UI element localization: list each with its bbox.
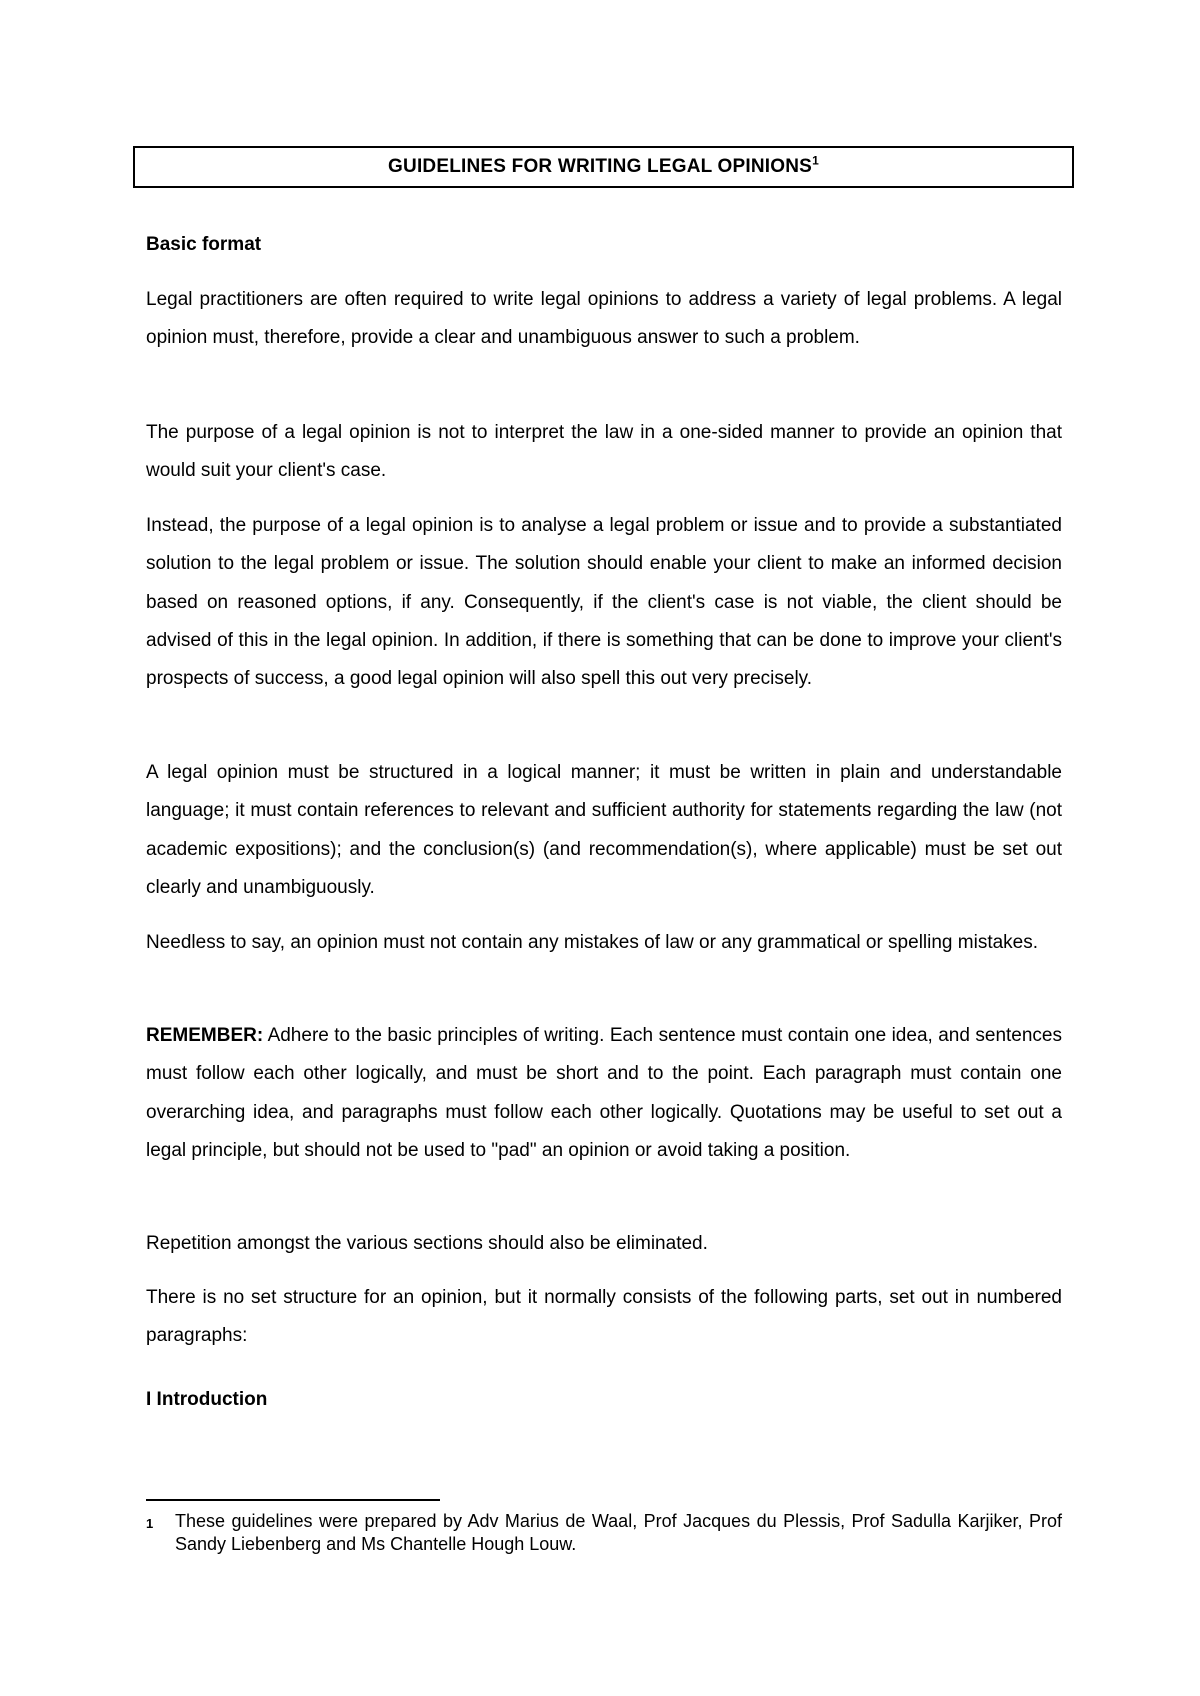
title-box — [133, 146, 1074, 188]
paragraph-structure: There is no set structure for an opinion, but it normally consists of the following parts, set out in numbered paragraphs: — [146, 1287, 1062, 1347]
paragraph-repetition: Repetition amongst the various sections should also be eliminated. — [146, 1233, 708, 1254]
title-text: GUIDELINES FOR WRITING LEGAL OPINIONS — [388, 156, 813, 177]
remember-text: Adhere to the basic principles of writing. Each sentence must contain one idea, and sentences must follow each other logically, and must be short and to the point. Each paragraph must contain one overarching idea, and paragraphs must follow each other logically. Quotations may be useful to set out a legal principle, but should not be used to "pad" an opinion or avoid taking a position. — [146, 1025, 1062, 1161]
paragraph-2: The purpose of a legal opinion is not to interpret the law in a one-sided manner to provide an opinion that would suit your client's case. — [146, 422, 1062, 482]
footnote-text: These guidelines were prepared by Adv Marius de Waal, Prof Jacques du Plessis, Prof Sadulla Karjiker, Prof Sandy Liebenberg and Ms Chantelle Hough Louw. — [175, 1511, 1062, 1554]
title-footnote-ref: 1 — [812, 153, 819, 168]
paragraph-4: A legal opinion must be structured in a logical manner; it must be written in plain and understandable language; it must contain references to relevant and sufficient authority for statements regarding the law (not academic expositions); and the conclusion(s) (and recommendation(s), where applicable) must be set out clearly and unambiguously. — [146, 762, 1062, 898]
footnote-separator — [146, 1499, 440, 1501]
subheading-introduction: I Introduction — [146, 1389, 268, 1410]
remember-label: REMEMBER: — [146, 1025, 264, 1046]
paragraph-1: Legal practitioners are often required to write legal opinions to address a variety of legal problems. A legal opinion must, therefore, provide a clear and unambiguous answer to such a problem. — [146, 289, 1062, 349]
paragraph-3: Instead, the purpose of a legal opinion is to analyse a legal problem or issue and to provide a substantiated solution to the legal problem or issue. The solution should enable your client to make an informed decision based on reasoned options, if any. Consequently, if the client's case is not viable, the client should be advised of this in the legal opinion. In addition, if there is something that can be done to improve your client's prospects of success, a good legal opinion will also spell this out very precisely. — [146, 515, 1062, 690]
paragraph-5: Needless to say, an opinion must not contain any mistakes of law or any grammatical or spelling mistakes. — [146, 932, 1039, 953]
section-heading-basic-format: Basic format — [146, 234, 262, 255]
footnote-marker: 1 — [146, 1516, 154, 1531]
remember-paragraph — [146, 1017, 1062, 1170]
document-title — [388, 153, 819, 178]
